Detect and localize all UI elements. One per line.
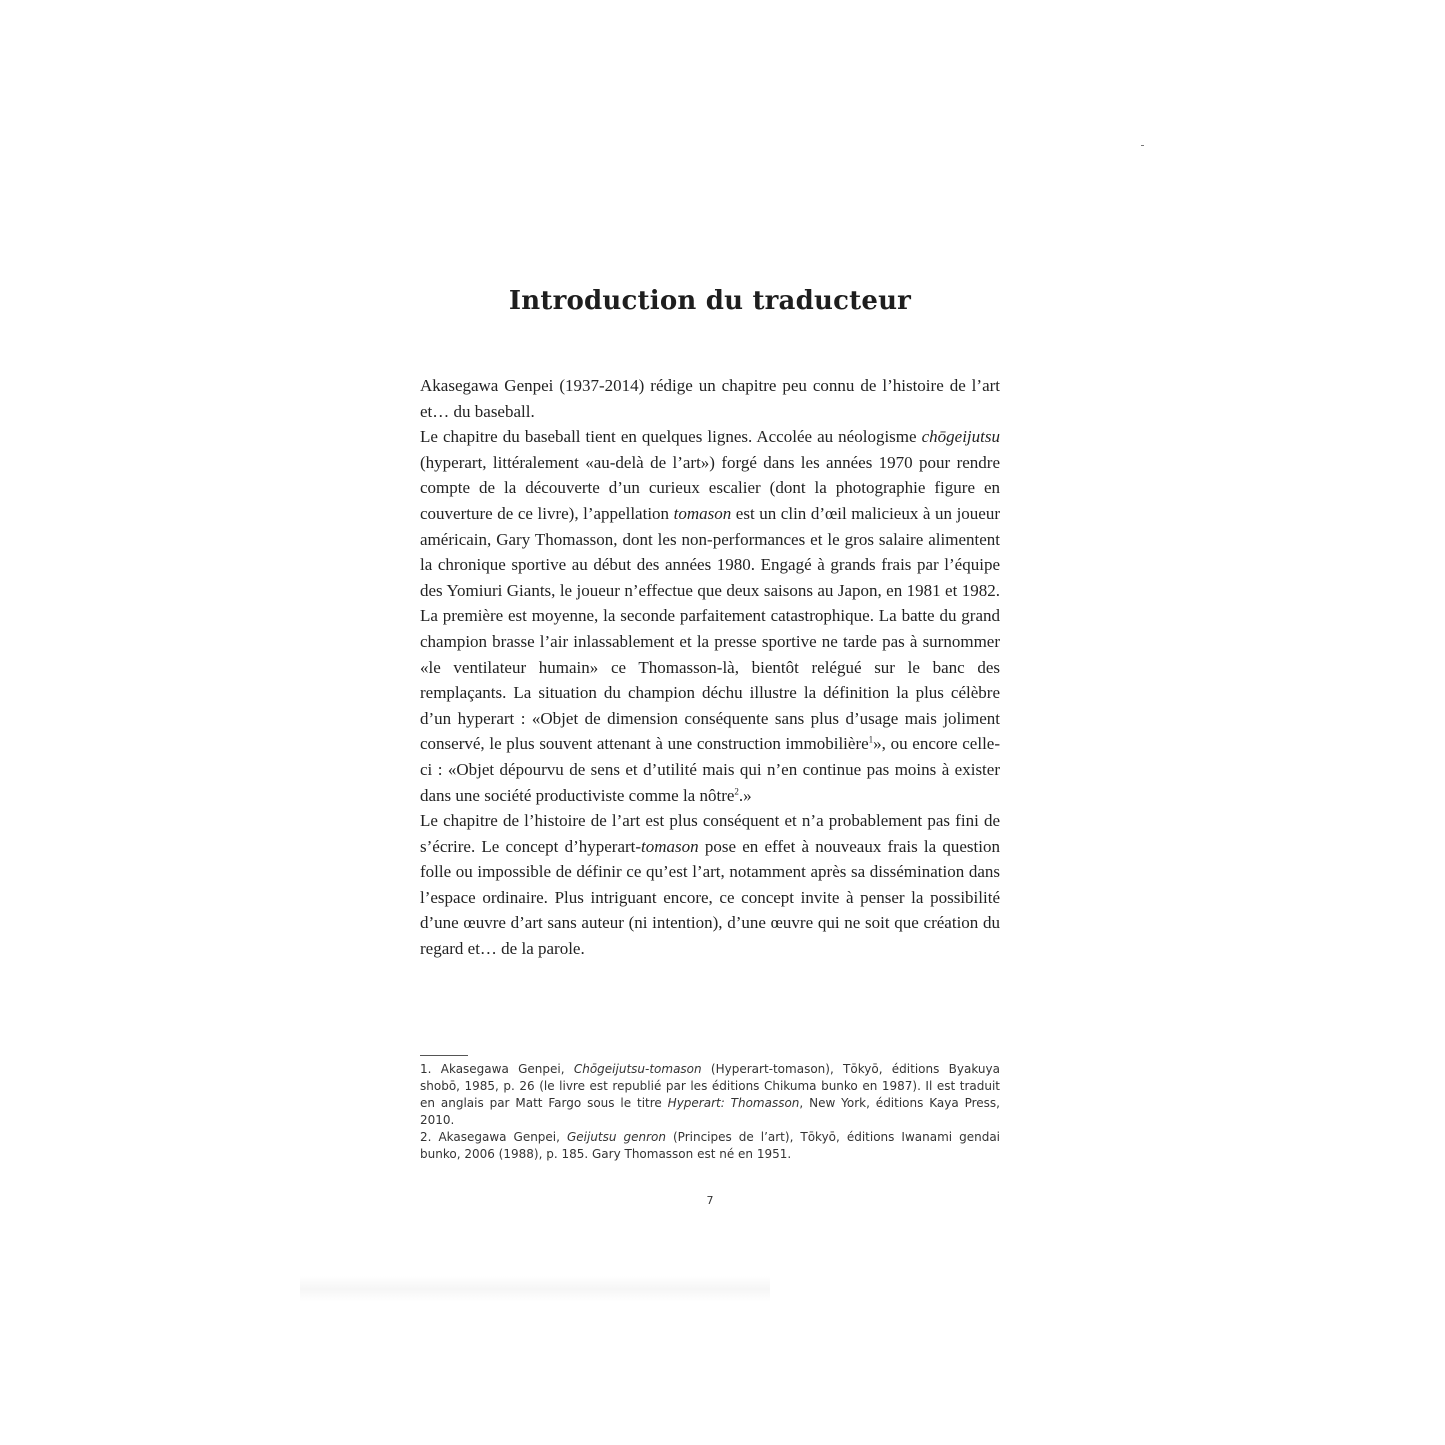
paragraph-2-text-5: .» [738, 785, 752, 805]
paragraph-2-italic-1: chōgeijutsu [921, 427, 1000, 447]
paragraph-3-italic-1: tomason [641, 836, 699, 856]
body-text [420, 373, 1000, 962]
paragraph-2-text-4: », ou encore celle-ci : «Objet dépourvu de sens et d’utilité mais qui n’en continue pas moins à exister dans une société productiviste comme la nôtre [420, 734, 1000, 805]
paragraph-1: Akasegawa Genpei (1937-2014) rédige un chapitre peu connu de l’histoire de l’art et… du baseball. [420, 376, 1000, 421]
paragraph-3 [420, 808, 1000, 962]
paragraph-2-text-3: est un clin d’œil malicieux à un joueur américain, Gary Thomasson, dont les non-performances et le gros salaire alimentent la chronique sportive au début des années 1980. Engagé à grands frais par l’équipe des Yomiuri Giants, le joueur n’effectue que deux saisons au Japon, en 1981 et 1982. La première est moyenne, la seconde parfaitement catastrophique. La batte du grand champion brasse l’air inlassablement et la presse sportive ne tarde pas à surnommer «le ventilateur humain» ce Thomasson-là, bientôt relégué sur le banc des remplaçants. La situation du champion déchu illustre la définition la plus célèbre d’un hyperart : «Objet de dimension conséquente sans plus d’usage mais joliment conservé, le plus souvent attenant à une construction immobilière [420, 503, 1000, 754]
scan-shadow [300, 1276, 770, 1302]
footnote-1-text-1: 1. Akasegawa Genpei, [420, 1062, 574, 1076]
footnote-1-text-2: (Hyperart-tomason), Tōkyō, éditions Byakuya shobō, 1985, p. 26 (le livre est republié par les éditions Chikuma bunko en 1987). Il est traduit en anglais par Matt Fargo sous le titre [420, 1062, 1000, 1110]
scan-speck [1141, 145, 1144, 146]
paragraph-2-text-1: Le chapitre du baseball tient en quelques lignes. Accolée au néologisme [420, 427, 922, 447]
footnote-2-text-2: (Principes de l’art), Tōkyō, éditions Iwanami gendai bunko, 2006 (1988), p. 185. Gary Thomasson est né en 1951. [420, 1130, 1001, 1161]
page-title: Introduction du traducteur [508, 286, 912, 316]
footnote-separator [420, 1055, 468, 1056]
footnotes [420, 1061, 1000, 1163]
footnote-2-text-1: 2. Akasegawa Genpei, [420, 1130, 567, 1144]
footnote-1-italic-2: Hyperart: Thomasson [667, 1096, 800, 1110]
footnote-1-italic-1: Chōgeijutsu-tomason [573, 1062, 702, 1076]
footnote-ref-1: 1 [868, 734, 874, 745]
footnote-ref-2: 2 [734, 785, 739, 796]
page-number: 7 [706, 1194, 714, 1207]
paragraph-3-text-2: pose en effet à nouveaux frais la question folle ou impossible de définir ce qu’est l’art, notamment après sa dissémination dans l’espace ordinaire. Plus intriguant encore, ce concept invite à penser la possibilité d’une œuvre d’art sans auteur (ni intention), d’une œuvre qui ne soit que création du regard et… de la parole. [420, 836, 1000, 959]
paragraph-2-text-2: (hyperart, littéralement «au-delà de l’art») forgé dans les années 1970 pour rendre compte de la découverte d’un curieux escalier (dont la photographie figure en couverture de ce livre), l’appellation [420, 452, 1000, 523]
footnote-2 [420, 1129, 1000, 1163]
paragraph-2 [420, 424, 1000, 808]
paragraph-2-italic-2: tomason [673, 503, 732, 523]
footnote-1 [420, 1061, 1000, 1129]
paragraph-3-text-1: Le chapitre de l’histoire de l’art est plus conséquent et n’a probablement pas fini de s’écrire. Le concept d’hyperart- [420, 811, 1000, 856]
footnote-2-italic-1: Geijutsu genron [566, 1130, 666, 1144]
footnote-1-text-3: , New York, éditions Kaya Press, 2010. [420, 1096, 1000, 1127]
